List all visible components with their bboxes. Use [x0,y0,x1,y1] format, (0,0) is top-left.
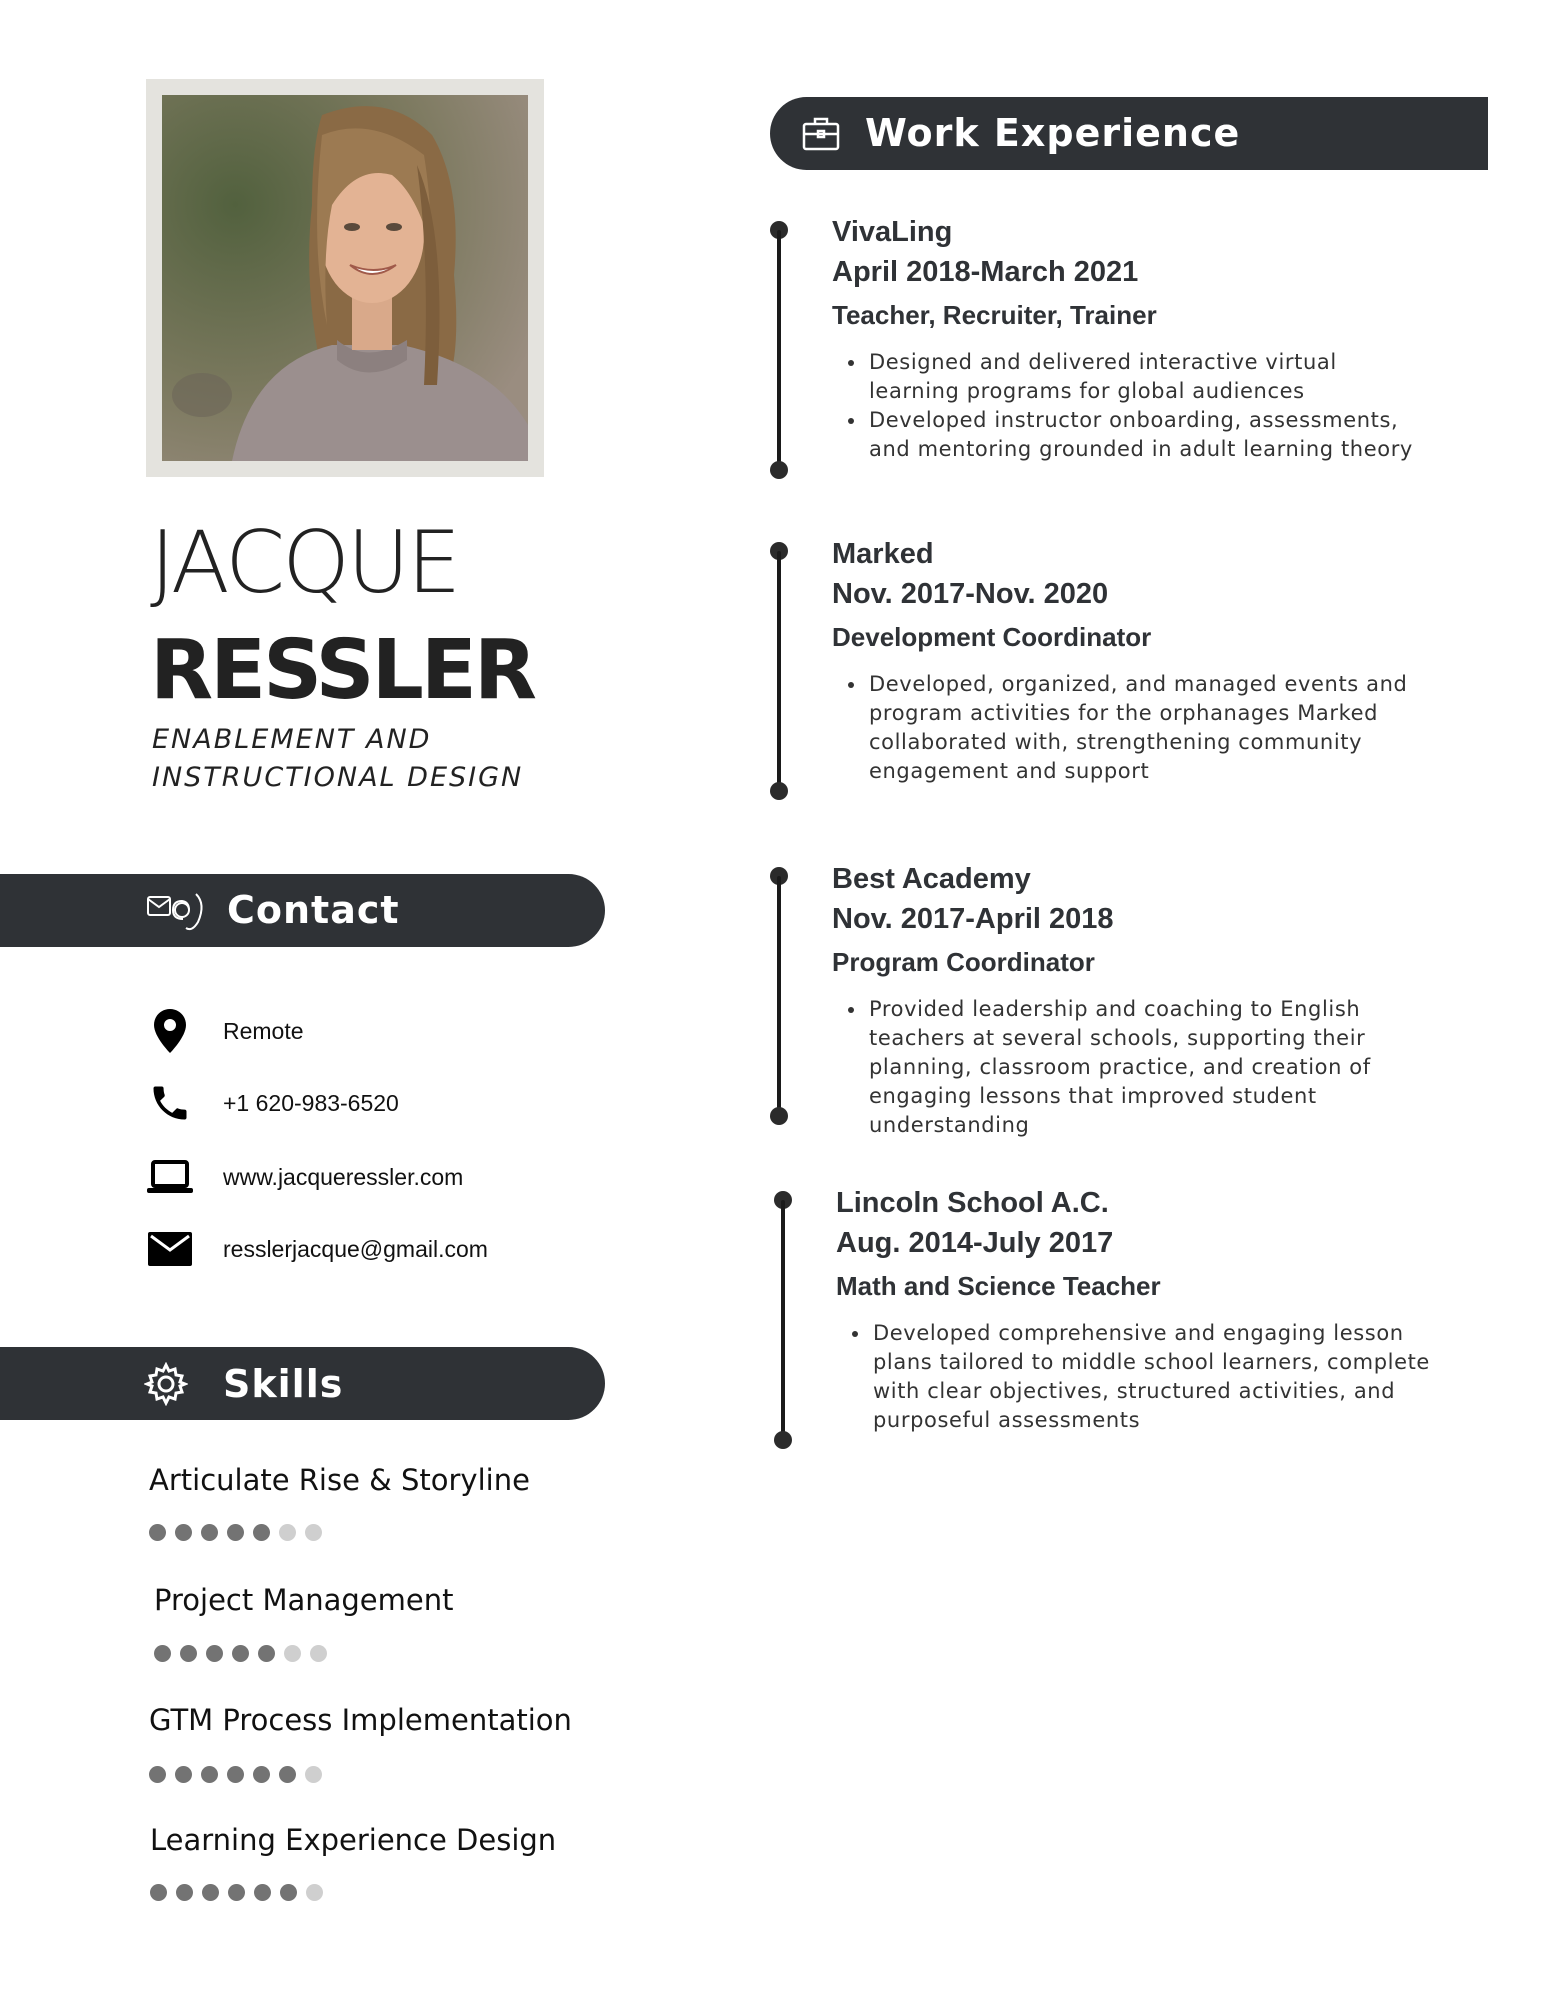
rating-dot-filled [253,1766,270,1783]
contact-location [145,1006,304,1056]
contact-email [145,1224,488,1274]
rating-dot-filled [206,1645,223,1662]
contact-heading: Contact [227,888,400,932]
rating-dot-empty [310,1645,327,1662]
rating-dot-filled [176,1884,193,1901]
experience-heading: Work Experience [865,111,1241,155]
contact-phone [145,1078,399,1128]
rating-dot-filled [149,1766,166,1783]
laptop-icon [145,1152,195,1202]
job-dates: April 2018-March 2021 [832,256,1139,288]
job-role: Development Coordinator [832,622,1152,652]
experience-section-header [770,97,1488,170]
job-title-line-2: INSTRUCTIONAL DESIGN [152,762,524,793]
timeline-line [781,1200,785,1440]
profile-photo-frame [146,79,544,477]
skill-name: Learning Experience Design [150,1823,557,1857]
skill-name: GTM Process Implementation [149,1703,572,1737]
phone-text[interactable]: +1 620-983-6520 [223,1089,399,1116]
job-role: Program Coordinator [832,947,1095,977]
job-company: Marked [832,538,934,570]
skills-section-header [0,1347,605,1420]
job-bullet: • Provided leadership and coaching to English teachers at several schools, supporting their planning, classroom practice, and creation of engaging lessons that improved student understanding [867,995,1432,1140]
contact-at-icon [146,888,208,939]
job-role: Math and Science Teacher [836,1271,1161,1301]
rating-dot-filled [154,1645,171,1662]
phone-icon [145,1078,195,1128]
envelope-icon [145,1224,195,1274]
job-company: VivaLing [832,216,953,248]
skill-rating [149,1766,322,1783]
rating-dot-filled [175,1524,192,1541]
rating-dot-filled [201,1524,218,1541]
job-bullet: • Developed comprehensive and engaging lesson plans tailored to middle school learners, complete with clear objectives, structured activities, and purposeful assessments [871,1319,1436,1435]
rating-dot-filled [202,1884,219,1901]
job-bullets [832,348,1432,464]
email-text[interactable]: resslerjacque@gmail.com [223,1235,488,1262]
job-entry [832,218,1432,464]
job-entry [836,1189,1436,1435]
rating-dot-empty [306,1884,323,1901]
job-company: Lincoln School A.C. [836,1187,1109,1219]
job-entry [832,540,1432,786]
rating-dot-filled [227,1524,244,1541]
rating-dot-filled [279,1766,296,1783]
rating-dot-filled [253,1524,270,1541]
skill-rating [149,1524,322,1541]
rating-dot-filled [280,1884,297,1901]
website-text[interactable]: www.jacqueressler.com [223,1163,464,1190]
timeline-dot [770,461,788,479]
job-company: Best Academy [832,863,1031,895]
briefcase-icon [802,115,840,158]
rating-dot-filled [149,1524,166,1541]
rating-dot-filled [201,1766,218,1783]
job-title-line-1: ENABLEMENT AND [152,724,432,755]
rating-dot-empty [279,1524,296,1541]
gear-icon [144,1362,188,1411]
rating-dot-empty [305,1524,322,1541]
first-name: JACQUE [150,513,459,613]
rating-dot-filled [258,1645,275,1662]
timeline-dot [770,1107,788,1125]
rating-dot-filled [232,1645,249,1662]
job-entry [832,865,1432,1140]
job-dates: Nov. 2017-Nov. 2020 [832,578,1109,610]
job-bullet: • Developed, organized, and managed events and program activities for the orphanages Marked collaborated with, strengthening community engagement and support [867,670,1432,786]
last-name: RESSLER [150,623,534,718]
contact-section-header [0,874,605,947]
timeline-line [777,551,781,791]
rating-dot-empty [284,1645,301,1662]
job-bullets [832,995,1432,1140]
skill-name: Articulate Rise & Storyline [149,1463,530,1497]
timeline-dot [774,1431,792,1449]
job-dates: Nov. 2017-April 2018 [832,903,1114,935]
skill-name: Project Management [154,1583,454,1617]
profile-photo [162,95,528,461]
timeline-dot [770,782,788,800]
job-role: Teacher, Recruiter, Trainer [832,300,1157,330]
job-dates: Aug. 2014-July 2017 [836,1227,1114,1259]
skill-rating [150,1884,323,1901]
rating-dot-filled [254,1884,271,1901]
timeline-line [777,876,781,1116]
timeline-line [777,230,781,470]
rating-dot-filled [175,1766,192,1783]
skills-heading: Skills [223,1362,344,1406]
rating-dot-filled [227,1766,244,1783]
rating-dot-empty [305,1766,322,1783]
rating-dot-filled [150,1884,167,1901]
location-pin-icon [145,1006,195,1056]
location-text: Remote [223,1017,304,1044]
job-bullet: • Developed instructor onboarding, assessments, and mentoring grounded in adult learning theory [867,406,1432,464]
job-bullet: • Designed and delivered interactive virtual learning programs for global audiences [867,348,1432,406]
job-bullets [836,1319,1436,1435]
job-bullets [832,670,1432,786]
portrait-illustration [162,95,528,461]
contact-website [145,1152,463,1202]
rating-dot-filled [180,1645,197,1662]
rating-dot-filled [228,1884,245,1901]
skill-rating [154,1645,327,1662]
